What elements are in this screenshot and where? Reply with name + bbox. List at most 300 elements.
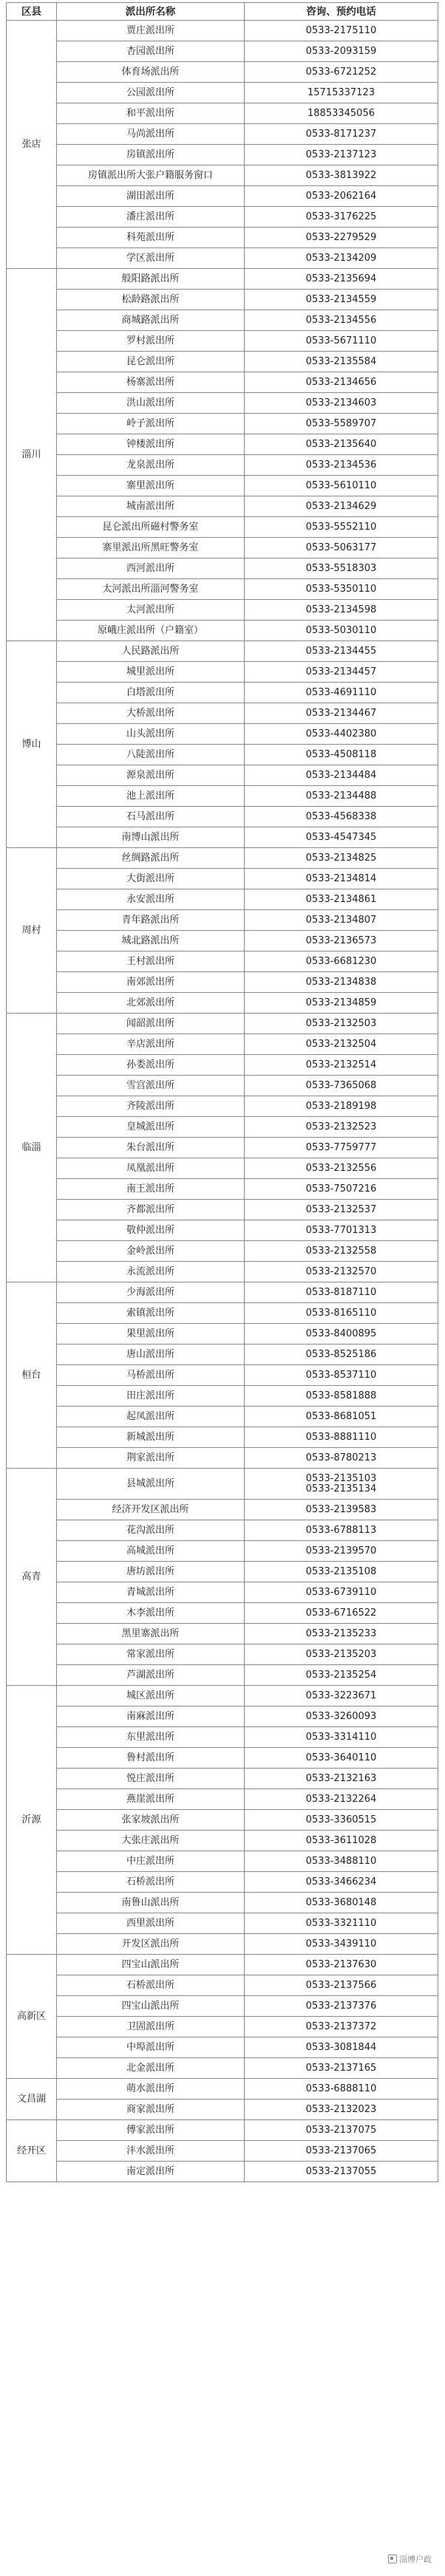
table-row: [7, 1282, 438, 1303]
phone-cell: [245, 993, 438, 1014]
table-row: [7, 600, 438, 621]
phone-cell: [245, 579, 438, 600]
station-name-cell: 芦湖派出所: [57, 1665, 245, 1686]
phone-cell: [245, 786, 438, 807]
station-name-cell: 昆仑派出所: [57, 352, 245, 372]
station-name-cell: 燕崖派出所: [57, 1789, 245, 1810]
phone-number: 0533-2189198: [305, 1100, 377, 1112]
phone-number: 0533-2134457: [305, 666, 377, 677]
station-name-cell: 齐都派出所: [57, 1200, 245, 1220]
phone-number: 0533-5518303: [305, 562, 377, 574]
station-name-cell: 中埠派出所: [57, 2037, 245, 2058]
table-row: [7, 1500, 438, 1520]
station-name-cell: 潘庄派出所: [57, 207, 245, 228]
phone-cell: [245, 972, 438, 993]
table-row: [7, 269, 438, 290]
phone-number: 0533-2134859: [305, 997, 377, 1008]
phone-cell: [245, 290, 438, 310]
phone-number: 0533-6681230: [305, 955, 377, 967]
table-row: [7, 414, 438, 434]
table-row: [7, 972, 438, 993]
phone-cell: [245, 931, 438, 952]
phone-number: 0533-2134488: [305, 790, 377, 802]
phone-number: 0533-3466234: [305, 1876, 377, 1887]
phone-cell: [245, 83, 438, 103]
district-cell: 临淄: [7, 1014, 57, 1282]
phone-cell: [245, 1076, 438, 1096]
phone-number: 0533-4568338: [305, 810, 377, 822]
phone-cell: [245, 1345, 438, 1365]
station-name-cell: 闻韶派出所: [57, 1014, 245, 1034]
phone-number: 0533-2134556: [305, 314, 377, 326]
station-name-cell: 永安派出所: [57, 889, 245, 910]
phone-cell: [245, 1624, 438, 1644]
table-row: [7, 1665, 438, 1686]
phone-number: 0533-2137372: [305, 2020, 377, 2032]
station-name-cell: 木李派出所: [57, 1603, 245, 1624]
phone-cell: [245, 1427, 438, 1448]
phone-number: 0533-7365068: [305, 1079, 377, 1091]
table-row: [7, 1096, 438, 1117]
phone-cell: [245, 2058, 438, 2079]
station-name-cell: 经济开发区派出所: [57, 1500, 245, 1520]
phone-cell: [245, 848, 438, 869]
phone-number: 0533-4691110: [305, 686, 377, 698]
station-name-cell: 果里派出所: [57, 1324, 245, 1345]
phone-cell: [245, 1179, 438, 1200]
table-row: [7, 1241, 438, 1262]
table-row: [7, 1345, 438, 1365]
station-name-cell: 杨寨派出所: [57, 372, 245, 393]
phone-number: 0533-2134484: [305, 769, 377, 781]
table-row: [7, 1179, 438, 1200]
table-row: [7, 558, 438, 579]
phone-number: 0533-2175110: [305, 24, 377, 36]
phone-number: 0533-8881110: [305, 1431, 377, 1443]
phone-number: 0533-8581888: [305, 1390, 377, 1401]
table-row: [7, 2017, 438, 2037]
table-row: [7, 1975, 438, 1996]
phone-cell: [245, 455, 438, 476]
phone-number: 0533-6788113: [305, 1524, 377, 1536]
station-name-cell: 寨里派出所: [57, 476, 245, 496]
station-name-cell: 般阳路派出所: [57, 269, 245, 290]
header-row: [7, 3, 438, 21]
table-row: [7, 1727, 438, 1748]
station-name-cell: 石桥派出所: [57, 1872, 245, 1893]
phone-number: 0533-2132537: [305, 1203, 377, 1215]
station-name-cell: 商城路派出所: [57, 310, 245, 331]
district-cell: 淄川: [7, 269, 57, 641]
header-phone: 咨询、预约电话: [245, 3, 438, 21]
phone-cell: [245, 1407, 438, 1427]
table-row: [7, 496, 438, 517]
table-row: [7, 538, 438, 558]
station-name-cell: 南鲁山派出所: [57, 1893, 245, 1913]
phone-number: 0533-2132558: [305, 1245, 377, 1257]
station-name-cell: 房镇派出所: [57, 145, 245, 165]
station-name-cell: 高城派出所: [57, 1541, 245, 1562]
table-row: [7, 372, 438, 393]
table-row: [7, 1934, 438, 1955]
phone-cell: [245, 1831, 438, 1851]
table-row: [7, 145, 438, 165]
station-name-cell: 八陡派出所: [57, 745, 245, 765]
phone-number: 0533-2137065: [305, 2145, 377, 2156]
phone-number: 0533-3488110: [305, 1855, 377, 1867]
table-row: [7, 2100, 438, 2120]
phone-number: 0533-2135233: [305, 1627, 377, 1639]
station-name-cell: 体育场派出所: [57, 62, 245, 83]
station-name-cell: 永流派出所: [57, 1262, 245, 1282]
table-row: [7, 1893, 438, 1913]
district-cell: 桓台: [7, 1282, 57, 1469]
station-name-cell: 源泉派出所: [57, 765, 245, 786]
table-row: [7, 1769, 438, 1789]
phone-number: 0533-2132503: [305, 1017, 377, 1029]
table-row: [7, 807, 438, 827]
station-name-cell: 学区派出所: [57, 248, 245, 269]
table-row: [7, 2141, 438, 2162]
table-row: [7, 910, 438, 931]
phone-cell: [245, 1955, 438, 1975]
phone-cell: [245, 1324, 438, 1345]
station-name-cell: 大街派出所: [57, 869, 245, 889]
phone-number: 0533-3260093: [305, 1710, 377, 1722]
phone-number: 0533-2132023: [305, 2103, 377, 2115]
phone-cell: [245, 1872, 438, 1893]
table-row: [7, 1324, 438, 1345]
phone-number: 0533-3314110: [305, 1731, 377, 1743]
table-row: [7, 2058, 438, 2079]
table-row: [7, 1955, 438, 1975]
phone-cell: [245, 269, 438, 290]
table-row: [7, 786, 438, 807]
phone-cell: [245, 1769, 438, 1789]
phone-cell: [245, 1748, 438, 1769]
header-district: 区县: [7, 3, 57, 21]
phone-cell: [245, 1138, 438, 1158]
phone-cell: [245, 1469, 438, 1500]
phone-number: 0533-2093159: [305, 45, 377, 57]
table-row: [7, 1644, 438, 1665]
station-name-cell: 南麻派出所: [57, 1706, 245, 1727]
phone-cell: [245, 745, 438, 765]
phone-number: 0533-2137123: [305, 148, 377, 160]
phone-cell: [245, 228, 438, 248]
phone-cell: [245, 869, 438, 889]
phone-cell: [245, 1706, 438, 1727]
station-name-cell: 王村派出所: [57, 952, 245, 972]
phone-cell: [245, 496, 438, 517]
phone-number: 0533-6721252: [305, 66, 377, 78]
phone-number: 0533-2135103: [305, 1472, 377, 1484]
station-name-cell: 房镇派出所大张户籍服务窗口: [57, 165, 245, 186]
phone-number: 0533-2135108: [305, 1565, 377, 1577]
station-name-cell: 金岭派出所: [57, 1241, 245, 1262]
phone-number: 0533-2134656: [305, 376, 377, 388]
phone-number: 0533-2135584: [305, 355, 377, 367]
table-row: [7, 310, 438, 331]
phone-cell: [245, 1996, 438, 2017]
station-name-cell: 池上派出所: [57, 786, 245, 807]
phone-cell: [245, 1282, 438, 1303]
phone-number: 0533-3360515: [305, 1814, 377, 1825]
table-row: [7, 662, 438, 683]
phone-cell: [245, 1365, 438, 1386]
table-row: [7, 1200, 438, 1220]
phone-number: 0533-4547345: [305, 831, 377, 843]
phone-number: 0533-2137055: [305, 2165, 377, 2177]
station-name-cell: 卫固派出所: [57, 2017, 245, 2037]
phone-number: 0533-5552110: [305, 521, 377, 533]
phone-cell: [245, 476, 438, 496]
table-row: [7, 186, 438, 207]
district-cell: 文昌湖: [7, 2079, 57, 2120]
station-name-cell: 商家派出所: [57, 2100, 245, 2120]
table-row: [7, 455, 438, 476]
phone-cell: [245, 1014, 438, 1034]
phone-cell: [245, 1603, 438, 1624]
station-name-cell: 北郊派出所: [57, 993, 245, 1014]
table-row: [7, 476, 438, 496]
station-name-cell: 钟楼派出所: [57, 434, 245, 455]
station-name-cell: 索镇派出所: [57, 1303, 245, 1324]
table-row: [7, 83, 438, 103]
station-name-cell: 萌水派出所: [57, 2079, 245, 2100]
station-name-cell: 四宝山派出所: [57, 1996, 245, 2017]
station-name-cell: 城区派出所: [57, 1686, 245, 1706]
phone-cell: [245, 2037, 438, 2058]
station-name-cell: 寨里派出所黑旺警务室: [57, 538, 245, 558]
phone-cell: [245, 2162, 438, 2182]
phone-number: 0533-3176225: [305, 211, 377, 222]
table-row: [7, 1748, 438, 1769]
phone-number: 0533-8400895: [305, 1328, 377, 1339]
phone-number: 0533-2132523: [305, 1121, 377, 1132]
table-row: [7, 2079, 438, 2100]
station-name-cell: 杏园派出所: [57, 41, 245, 62]
station-name-cell: 青年路派出所: [57, 910, 245, 931]
phone-number: 0533-2135203: [305, 1648, 377, 1660]
phone-cell: [245, 1055, 438, 1076]
phone-number: 0533-5030110: [305, 624, 377, 636]
station-name-cell: 傅家派出所: [57, 2120, 245, 2141]
phone-number: 0533-6888110: [305, 2083, 377, 2094]
station-name-cell: 悦庄派出所: [57, 1769, 245, 1789]
watermark-text: 淄博户政: [399, 2555, 432, 2564]
phone-cell: [245, 827, 438, 848]
station-name-cell: 昆仑派出所磁村警务室: [57, 517, 245, 538]
phone-cell: [245, 662, 438, 683]
table-row: [7, 579, 438, 600]
station-name-cell: 城北路派出所: [57, 931, 245, 952]
phone-cell: [245, 1686, 438, 1706]
phone-cell: [245, 1241, 438, 1262]
table-row: [7, 869, 438, 889]
phone-number: 0533-3439110: [305, 1938, 377, 1950]
station-name-cell: 松龄路派出所: [57, 290, 245, 310]
table-row: [7, 1789, 438, 1810]
table-row: [7, 703, 438, 724]
phone-number: 0533-5610110: [305, 479, 377, 491]
district-cell: 高新区: [7, 1955, 57, 2079]
phone-number: 0533-2134814: [305, 872, 377, 884]
phone-number: 0533-5671110: [305, 335, 377, 346]
phone-cell: [245, 1975, 438, 1996]
phone-number: 15715337123: [308, 86, 375, 98]
table-row: [7, 745, 438, 765]
phone-number: 0533-3680148: [305, 1896, 377, 1908]
station-name-cell: 大桥派出所: [57, 703, 245, 724]
district-cell: 张店: [7, 21, 57, 269]
phone-cell: [245, 1034, 438, 1055]
phone-number: 0533-2134807: [305, 914, 377, 926]
table-row: [7, 1076, 438, 1096]
table-row: [7, 993, 438, 1014]
table-row: [7, 1996, 438, 2017]
table-row: [7, 1872, 438, 1893]
phone-cell: [245, 683, 438, 703]
phone-number: 0533-6716522: [305, 1607, 377, 1619]
phone-cell: [245, 1727, 438, 1748]
station-name-cell: 敬仲派出所: [57, 1220, 245, 1241]
phone-cell: [245, 2120, 438, 2141]
station-name-cell: 南王派出所: [57, 1179, 245, 1200]
phone-cell: [245, 103, 438, 124]
phone-cell: [245, 1893, 438, 1913]
table-row: [7, 1520, 438, 1541]
station-name-cell: 花沟派出所: [57, 1520, 245, 1541]
phone-number: 0533-2136573: [305, 935, 377, 946]
phone-cell: [245, 1448, 438, 1469]
phone-cell: [245, 1644, 438, 1665]
phone-number: 0533-2132163: [305, 1772, 377, 1784]
table-row: [7, 124, 438, 145]
table-row: [7, 62, 438, 83]
table-row: [7, 207, 438, 228]
phone-cell: [245, 248, 438, 269]
phone-cell: [245, 1262, 438, 1282]
table-row: [7, 1386, 438, 1407]
table-row: [7, 290, 438, 310]
phone-cell: [245, 1303, 438, 1324]
table-row: [7, 517, 438, 538]
table-row: [7, 1448, 438, 1469]
station-name-cell: 南博山派出所: [57, 827, 245, 848]
table-row: [7, 352, 438, 372]
phone-number: 0533-2134536: [305, 459, 377, 471]
phone-cell: [245, 2141, 438, 2162]
phone-number: 0533-2134209: [305, 252, 377, 264]
phone-cell: [245, 434, 438, 455]
table-row: [7, 931, 438, 952]
phone-cell: [245, 600, 438, 621]
phone-cell: [245, 1851, 438, 1872]
phone-number: 0533-2132556: [305, 1162, 377, 1174]
phone-cell: [245, 724, 438, 745]
station-name-cell: 原峨庄派出所（户籍室）: [57, 621, 245, 641]
table-row: [7, 889, 438, 910]
station-name-cell: 贾庄派出所: [57, 21, 245, 41]
district-cell: 博山: [7, 641, 57, 848]
table-row: [7, 1686, 438, 1706]
station-name-cell: 罗村派出所: [57, 331, 245, 352]
phone-cell: [245, 807, 438, 827]
station-name-cell: 人民路派出所: [57, 641, 245, 662]
phone-cell: [245, 765, 438, 786]
table-row: [7, 103, 438, 124]
table-row: [7, 2037, 438, 2058]
station-name-cell: 南定派出所: [57, 2162, 245, 2182]
table-row: [7, 641, 438, 662]
station-name-cell: 和平派出所: [57, 103, 245, 124]
table-row: [7, 1810, 438, 1831]
phone-number: 0533-3321110: [305, 1917, 377, 1929]
phone-number: 0533-2132504: [305, 1038, 377, 1050]
phone-number: 0533-2134603: [305, 397, 377, 409]
table-header: [7, 3, 438, 21]
table-row: [7, 165, 438, 186]
station-name-cell: 城南派出所: [57, 496, 245, 517]
table-row: [7, 1220, 438, 1241]
phone-cell: [245, 703, 438, 724]
station-name-cell: 凤凰派出所: [57, 1158, 245, 1179]
phone-number: 0533-5589707: [305, 417, 377, 429]
table-row: [7, 848, 438, 869]
station-name-cell: 新城派出所: [57, 1427, 245, 1448]
phone-number: 0533-2135640: [305, 438, 377, 450]
station-name-cell: 县城派出所: [57, 1469, 245, 1500]
phone-number: 0533-2279529: [305, 231, 377, 243]
phone-cell: [245, 1520, 438, 1541]
table-body: [7, 21, 438, 2182]
phone-number: 0533-3640110: [305, 1752, 377, 1763]
table-row: [7, 1407, 438, 1427]
station-name-cell: 西里派出所: [57, 1913, 245, 1934]
station-name-cell: 西河派出所: [57, 558, 245, 579]
station-name-cell: 张家坡派出所: [57, 1810, 245, 1831]
table-row: [7, 1851, 438, 1872]
phone-cell: [245, 1200, 438, 1220]
station-name-cell: 孙娄派出所: [57, 1055, 245, 1076]
phone-cell: [245, 1562, 438, 1582]
station-name-cell: 辛店派出所: [57, 1034, 245, 1055]
table-row: [7, 1831, 438, 1851]
phone-number: 0533-2134598: [305, 604, 377, 615]
station-name-cell: 鲁村派出所: [57, 1748, 245, 1769]
table-row: [7, 724, 438, 745]
phone-cell: [245, 1789, 438, 1810]
station-name-cell: 雪宫派出所: [57, 1076, 245, 1096]
station-name-cell: 中庄派出所: [57, 1851, 245, 1872]
table-row: [7, 1365, 438, 1386]
wechat-account-icon: [388, 2555, 397, 2563]
station-name-cell: 南郊派出所: [57, 972, 245, 993]
table-row: [7, 1117, 438, 1138]
phone-cell: [245, 558, 438, 579]
phone-cell: [245, 621, 438, 641]
phone-number: 0533-2135254: [305, 1669, 377, 1681]
table-row: [7, 1158, 438, 1179]
phone-cell: [245, 1386, 438, 1407]
phone-number: 0533-2137075: [305, 2124, 377, 2136]
table-row: [7, 331, 438, 352]
station-name-cell: 石马派出所: [57, 807, 245, 827]
phone-cell: [245, 1158, 438, 1179]
phone-cell: [245, 2079, 438, 2100]
station-name-cell: 皇城派出所: [57, 1117, 245, 1138]
